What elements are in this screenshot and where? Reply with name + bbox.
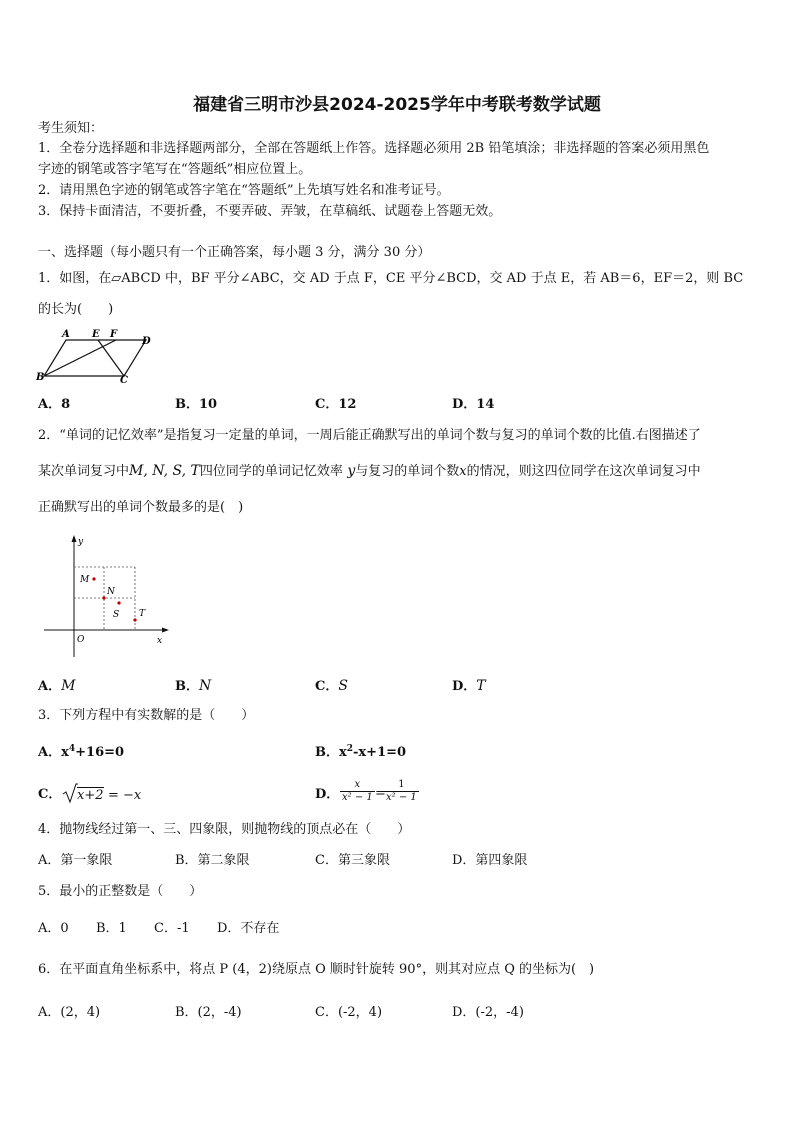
q2-option-b: B．N [175,678,212,694]
q3-option-a: A．$x^4+16=0$ [38,744,125,760]
q2-stem-line2: 某次单词复习中M, N, S, T四位同学的单词记忆效率 y与复习的单词个数x的情况，则这四位同学在这次单词复习中 [38,463,701,479]
q1-stem-line1: 1．如图，在▱ABCD 中，BF 平分∠ABC，交 AD 于点 F，CE 平分∠BCD，交 AD 于点 E，若 AB＝6，EF＝2，则 BC [38,271,744,286]
label-E: E [92,329,100,340]
point-S-label: S [113,610,120,620]
q6-option-c: C．(-2，4) [315,1005,383,1020]
q5-option-a: A．0 [38,921,69,936]
q3-option-c-radicand: x+2 [77,788,104,803]
q2-stem-line1: 2．“单词的记忆效率”是指复习一定量的单词，一周后能正确默写出的单词个数与复习的单词个数的比值.右图描述了 [38,428,701,443]
q1-stem-line2: 的长为( ) [38,302,114,317]
q5-option-b: B．1 [96,921,127,936]
origin-label: O [77,635,85,645]
axis-y-label: y [78,537,84,547]
point-N-label: N [107,587,115,597]
point-T-label: T [139,609,146,619]
q4-option-c: C．第三象限 [315,853,390,868]
q3-option-c-letter: C． [38,787,62,802]
notice-line-1b: 字迹的钢笔或答字笔写在“答题纸”相应位置上。 [38,162,312,177]
q3-option-c-rhs: = −x [108,788,142,803]
q2-option-c: C．S [315,678,348,694]
parallelogram-figure [36,326,161,386]
q2-option-a: A．M [38,678,76,694]
q5-option-c: C．-1 [154,921,190,936]
q1-option-d: D．14 [452,397,495,412]
notice-line-1a: 1．全卷分选择题和非选择题两部分，全部在答题纸上作答。选择题必须用 2B 铅笔填涂；非选择题的答案必须用黑色 [38,141,710,156]
q1-option-a: A．8 [38,397,71,412]
label-A: A [62,329,70,340]
page-title: 福建省三明市沙县2024-2025学年中考联考数学试题 [193,95,601,115]
scatter-figure [42,532,172,660]
q4-stem: 4．抛物线经过第一、三、四象限，则抛物线的顶点必在（ ） [38,822,411,837]
point-M-label: M [80,575,90,585]
q2-option-d: D．T [452,678,486,694]
q3-option-d-equals: = [375,786,386,801]
radical-sign [62,782,78,804]
label-F: F [110,329,118,340]
notice-line-3: 3．保持卡面清洁，不要折叠，不要弄破、弄皱，在草稿纸、试题卷上答题无效。 [38,204,502,219]
q5-option-d: D．不存在 [217,921,280,936]
q3-stem: 3．下列方程中有实数解的是（ ） [38,708,255,723]
section-heading: 一、选择题（每小题只有一个正确答案，每小题 3 分，满分 30 分） [38,245,431,260]
axis-x-label: x [157,636,163,646]
q4-option-d: D．第四象限 [452,853,528,868]
q2-stem-line3: 正确默写出的单词个数最多的是( ) [38,500,244,515]
q4-option-a: A．第一象限 [38,853,113,868]
notice-line-2: 2．请用黑色字迹的钢笔或答字笔在“答题纸”上先填写姓名和准考证号。 [38,183,450,198]
q3-option-b: B．$x^2-x+1=0$ [315,744,407,760]
q6-option-d: D．(-2，-4) [452,1005,524,1020]
notice-heading: 考生须知： [38,121,104,136]
q5-stem: 5．最小的正整数是（ ） [38,884,203,899]
q3-option-d-fraction-right: $\frac{1}{\text{x² − 1}}$ [386,779,417,803]
q6-option-b: B．(2，-4) [175,1005,242,1020]
label-C: C [120,375,128,386]
q6-stem: 6．在平面直角坐标系中，将点 P (4，2)绕原点 O 顺时针旋转 90°，则其对应点 Q 的坐标为( ) [38,962,595,977]
q6-option-a: A．(2，4) [38,1005,101,1020]
q1-option-b: B．10 [175,397,218,412]
q4-option-b: B．第二象限 [175,853,250,868]
label-D: D [142,336,151,347]
q1-option-c: C．12 [315,397,357,412]
q3-option-d-letter: D． [315,787,340,802]
label-B: B [36,372,45,383]
q3-option-d-fraction-left: $\frac{x}{\text{x² − 1}}$ [342,779,373,803]
